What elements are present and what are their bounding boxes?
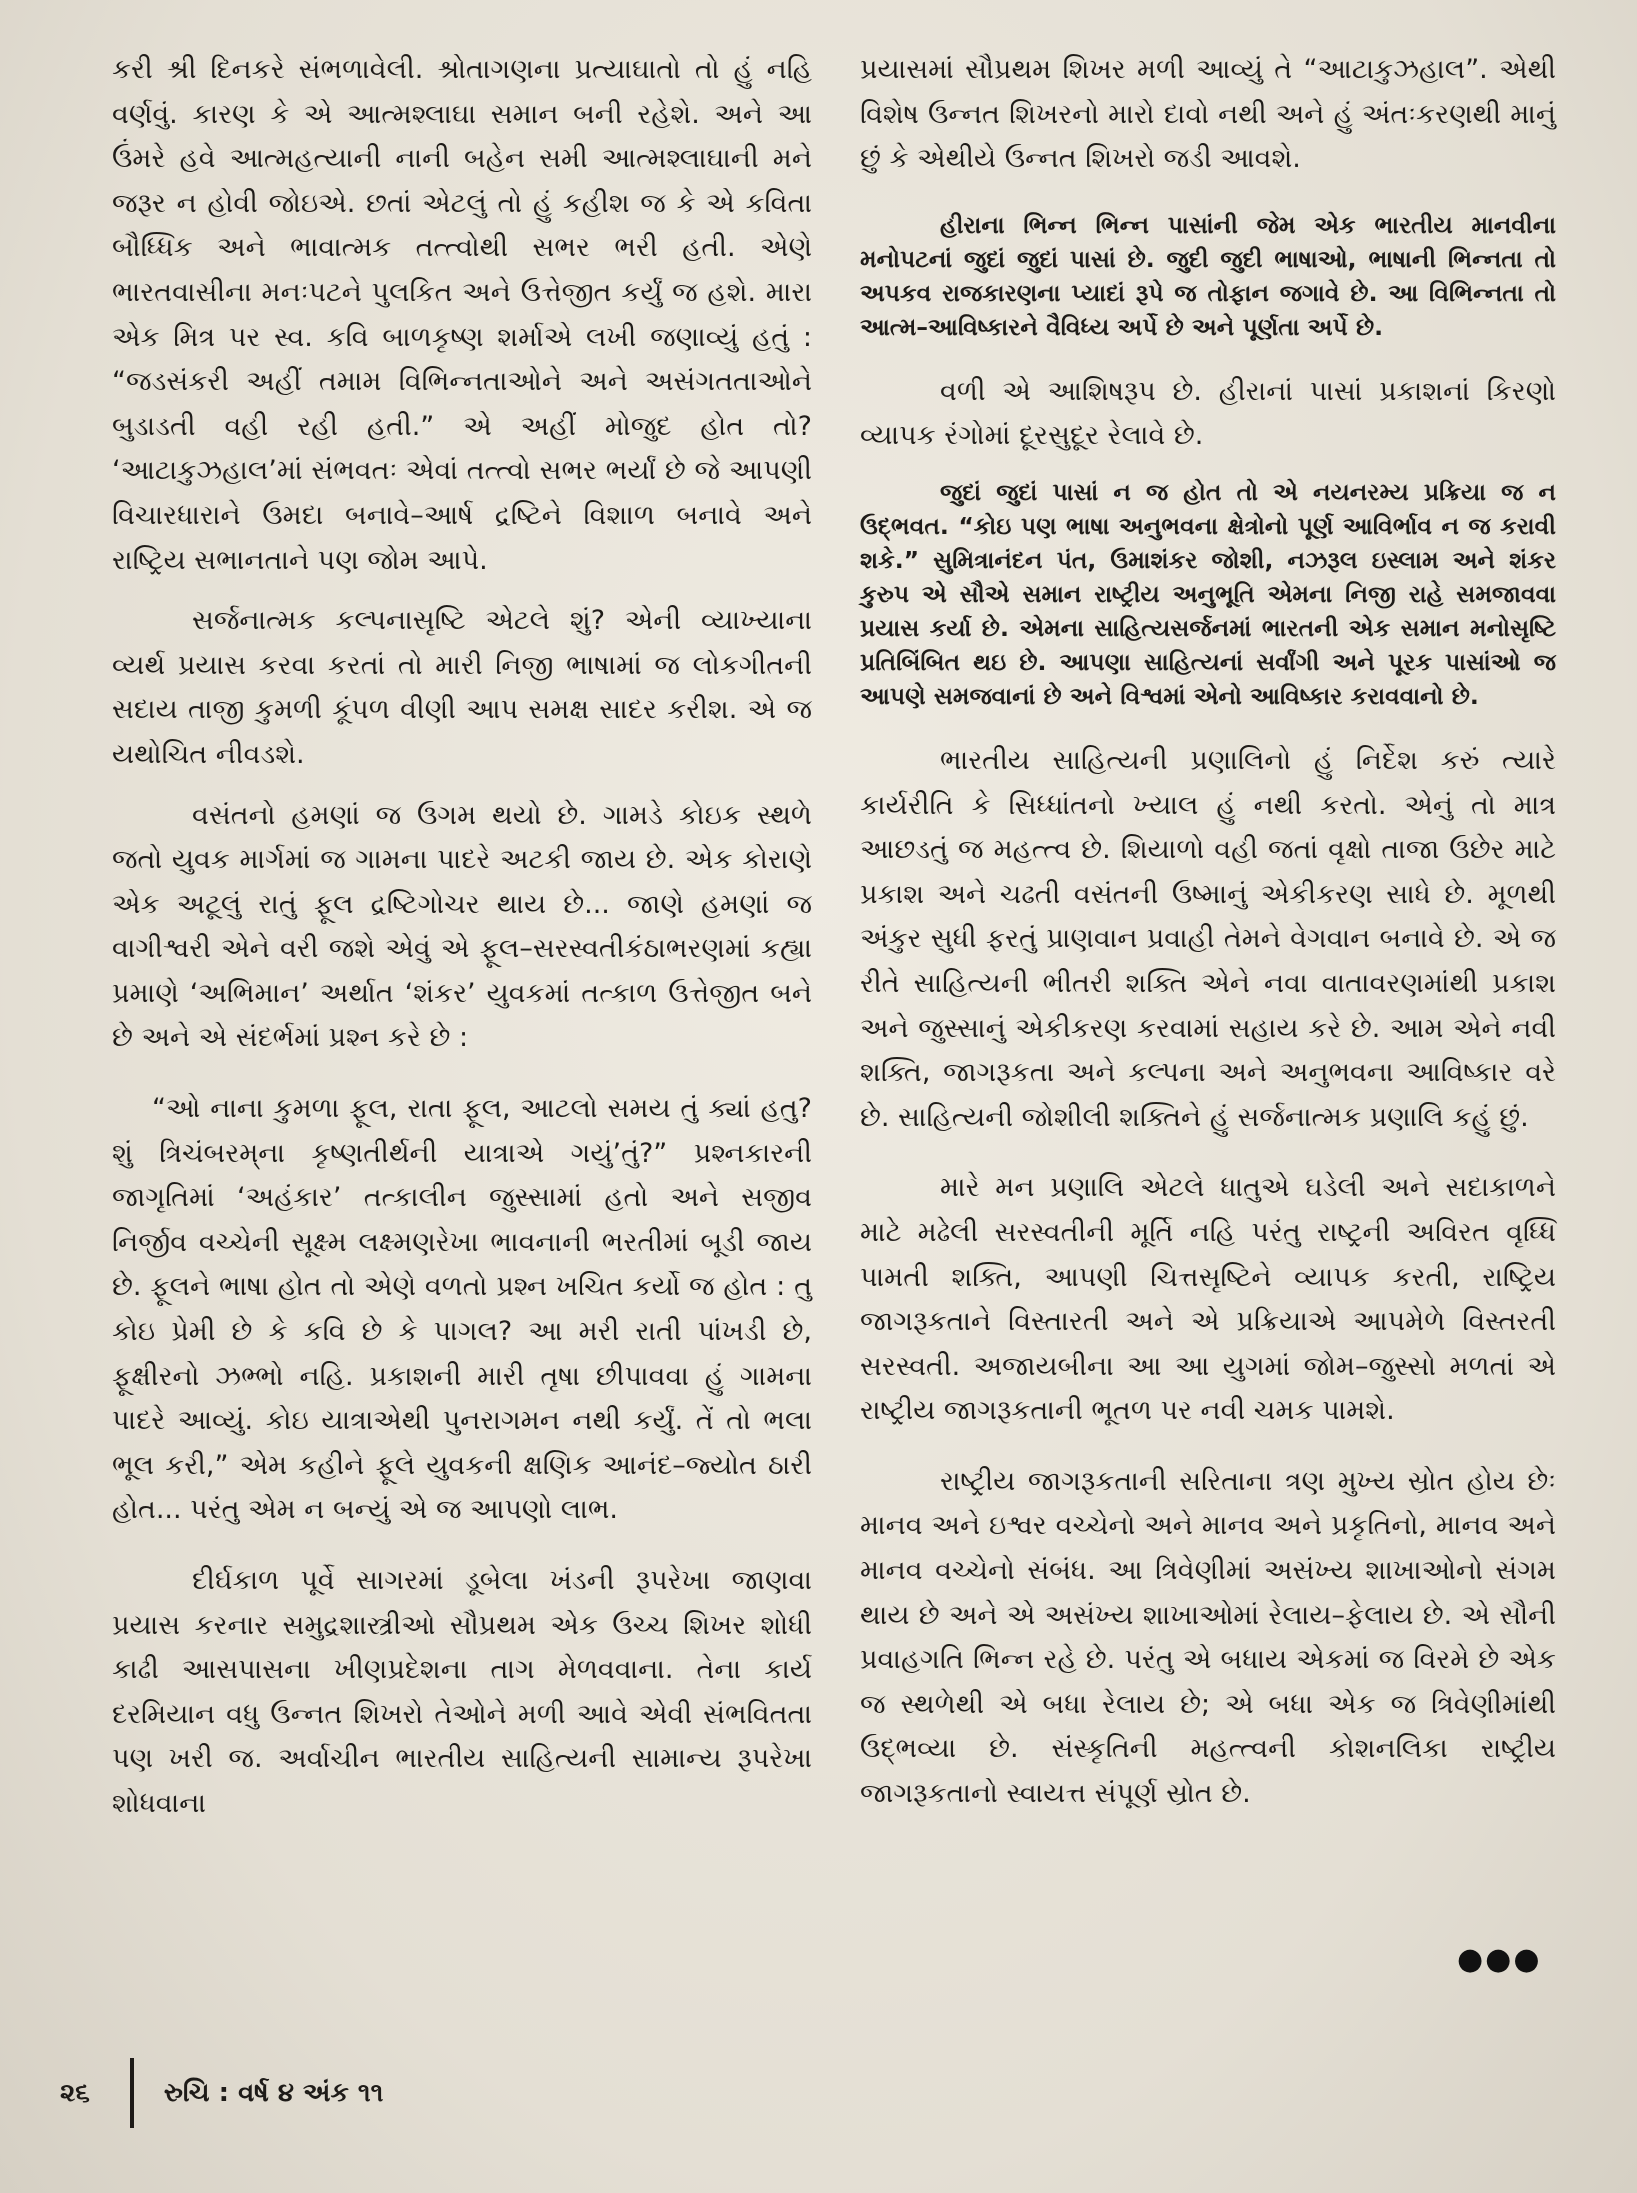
right-column bbox=[860, 48, 1556, 1817]
paragraph: વસંતનો હમણાં જ ઉગમ થયો છે. ગામડે કોઇક સ્થળે જતો યુવક માર્ગમાં જ ગામના પાદરે અટકી જાય છે. એક કોરાણે એક અટૂલું રાતું ફૂલ દ્રષ્ટિગોચર થાય છે... જાણે હમણાં જ વાગીશ્વરી એને વરી જશે એવું એ ફૂલ–સરસ્વતીકંઠાભરણમાં કહ્યા પ્રમાણે ‘અભિમાન’ અર્થાત ‘શંકર’ યુવકમાં તત્કાળ ઉત્તેજીત બને છે અને એ સંદર્ભમાં પ્રશ્ન કરે છે : bbox=[112, 799, 812, 1054]
paragraph: દીર્ઘકાળ પૂર્વે સાગરમાં ડૂબેલા ખંડની રૂપરેખા જાણવા પ્રયાસ કરનાર સમુદ્રશાસ્ત્રીઓ સૌપ્રથમ એક ઉચ્ચ શિખર શોધી કાઢી આસપાસના ખીણપ્રદેશના તાગ મેળવવાના. તેના કાર્ય દરમિયાન વધુ ઉન્નત શિખરો તેઓને મળી આવે એવી સંભવિતતા પણ ખરી જ. અર્વાચીન ભારતીય સાહિત્યની સામાન્ય રૂપરેખા શોધવાના bbox=[112, 1565, 812, 1819]
end-of-article-mark: ●●● bbox=[1457, 1942, 1542, 1977]
page-number: ૨૬ bbox=[60, 2077, 90, 2108]
paragraph: ભારતીય સાહિત્યની પ્રણાલિનો હું નિર્દેશ કરું ત્યારે કાર્યરીતિ કે સિધ્ધાંતનો ખ્યાલ હું નથી કરતો. એનું તો માત્ર આછડતું જ મહત્ત્વ છે. શિયાળો વહી જતાં વૃક્ષો તાજા ઉછેર માટે પ્રકાશ અને ચઢતી વસંતની ઉષ્માનું એકીકરણ સાધે છે. મૂળથી અંકુર સુધી ફરતું પ્રાણવાન પ્રવાહી તેમને વેગવાન બનાવે છે. એ જ રીતે સાહિત્યની ભીતરી શક્તિ એને નવા વાતાવરણમાંથી પ્રકાશ અને જુસ્સાનું એકીકરણ કરવામાં સહાય કરે છે. આમ એને નવી શક્તિ, જાગરૂકતા અને કલ્પના અને અનુભવના આવિષ્કાર વરે છે. સાહિત્યની જોશીલી શક્તિને હું સર્જનાત્મક પ્રણાલિ કહું છું. bbox=[860, 744, 1556, 1133]
quoted-paragraph: “ઓ નાના કુમળા ફૂલ, રાતા ફૂલ, આટલો સમય તું ક્યાં હતુ? શું ત્રિચંબરમ્‌ના કૃષ્ણતીર્થની યાત્રાએ ગયું’તું?” પ્રશ્નકારની જાગૃતિમાં ‘અહંકાર’ તત્કાલીન જુસ્સામાં હતો અને સજીવ નિર્જીવ વચ્ચેની સૂક્ષ્મ લક્ષ્મણરેખા ભાવનાની ભરતીમાં બૂડી જાય છે. ફૂલને ભાષા હોત તો એણે વળતો પ્રશ્ન ખચિત કર્યો જ હોત : તુ કોઇ પ્રેમી છે કે કવિ છે કે પાગલ? આ મરી રાતી પાંખડી છે, ફૂક્ષીરનો ઝભ્ભો નહિ. પ્રકાશની મારી તૃષા છીપાવવા હું ગામના પાદરે આવ્યું. કોઇ યાત્રાએથી પુનરાગમન નથી કર્યું. તેં તો ભલા ભૂલ કરી,” એમ કહીને ફૂલે યુવકની ક્ષણિક આનંદ–જ્યોત ઠારી હોત... પરંતુ એમ ન બન્યું એ જ આપણો લાભ. bbox=[112, 1093, 812, 1526]
footer-divider bbox=[130, 2058, 134, 2128]
paragraph: રાષ્ટ્રીય જાગરૂકતાની સરિતાના ત્રણ મુખ્ય સ્રોત હોય છેઃ માનવ અને ઇશ્વર વચ્ચેનો અને માનવ અને પ્રકૃતિનો, માનવ અને માનવ વચ્ચેનો સંબંધ. આ ત્રિવેણીમાં અસંખ્ય શાખાઓનો સંગમ થાય છે અને એ અસંખ્ય શાખાઓમાં રેલાય–ફેલાય છે. એ સૌની પ્રવાહગતિ ભિન્ન રહે છે. પરંતુ એ બધાય એકમાં જ વિરમે છે એક જ સ્થળેથી એ બધા રેલાય છે; એ બધા એક જ ત્રિવેણીમાંથી ઉદ્‌ભવ્યા છે. સંસ્કૃતિની મહત્ત્વની કોશનલિકા રાષ્ટ્રીય જાગરૂકતાનો સ્વાયત્ત સંપૂર્ણ સ્રોત છે. bbox=[860, 1465, 1556, 1810]
page-footer bbox=[60, 2058, 383, 2128]
paragraph: પ્રયાસમાં સૌપ્રથમ શિખર મળી આવ્યું તે “આટાકુઝહાલ”. એથી વિશેષ ઉન્નત શિખરનો મારો દાવો નથી અને હું અંતઃકરણથી માનું છું કે એથીયે ઉન્નત શિખરો જડી આવશે. bbox=[860, 54, 1556, 175]
paragraph: કરી શ્રી દિનકરે સંભળાવેલી. શ્રોતાગણના પ્રત્યાઘાતો તો હું નહિ વર્ણવું. કારણ કે એ આત્મશ્લાઘા સમાન બની રહેશે. અને આ ઉંમરે હવે આત્મહત્યાની નાની બહેન સમી આત્મશ્લાઘાની મને જરૂર ન હોવી જોઇએ. છતાં એટલું તો હું કહીશ જ કે એ કવિતા બૌધ્ધિક અને ભાવાત્મક તત્ત્વોથી સભર ભરી હતી. એણે ભારતવાસીના મનઃપટને પુલકિત અને ઉત્તેજીત કર્યું જ હશે. મારા એક મિત્ર પર સ્વ. કવિ બાળકૃષ્ણ શર્માએ લખી જણાવ્યું હતું : “જડસંકરી અહીં તમામ વિભિન્નતાઓને અને અસંગતતાઓને બુડાડતી વહી રહી હતી.” એ અહીં મોજુદ હોત તો? ‘આટાકુઝહાલ’માં સંભવતઃ એવાં તત્ત્વો સભર ભર્યાં છે જે આપણી વિચારધારાને ઉમદા બનાવે–આર્ષ દ્રષ્ટિને વિશાળ બનાવે અને રાષ્ટ્રિય સભાનતાને પણ જોમ આપે. bbox=[112, 54, 812, 576]
bold-paragraph: હીરાના ભિન્ન ભિન્ન પાસાંની જેમ એક ભારતીય માનવીના મનોપટનાં જુદાં જુદાં પાસાં છે. જુદી જુદી ભાષાઓ, ભાષાની ભિન્નતા તો અપકવ રાજકારણના પ્યાદાં રૂપે જ તોફાન જગાવે છે. આ વિભિન્નતા તો આત્મ–આવિષ્કારને વૈવિધ્ય અર્પે છે અને પૂર્ણતા અર્પે છે. bbox=[860, 210, 1556, 341]
bold-paragraph: જુદાં જુદાં પાસાં ન જ હોત તો એ નયનરમ્ય પ્રક્રિયા જ ન ઉદ્‌ભવત. “કોઇ પણ ભાષા અનુભવના ક્ષેત્રોનો પૂર્ણ આવિર્ભાવ ન જ કરાવી શકે.” સુમિત્રાનંદન પંત, ઉમાશંકર જોશી, નઝરૂલ ઇસ્લામ અને શંકર કુરુપ એ સૌએ સમાન રાષ્ટ્રીય અનુભૂતિ એમના નિજી રાહે સમજાવવા પ્રયાસ કર્યા છે. એમના સાહિત્યસર્જનમાં ભારતની એક સમાન મનોસૃષ્ટિ પ્રતિબિંબિત થઇ છે. આપણા સાહિત્યનાં સર્વાંગી અને પૂરક પાસાંઓ જ આપણે સમજવાનાં છે અને વિશ્વમાં એનો આવિષ્કાર કરાવવાનો છે. bbox=[860, 477, 1556, 710]
left-column bbox=[112, 48, 812, 1827]
journal-issue: રુચિ : વર્ષ ૪ અંક ૧૧ bbox=[163, 2077, 384, 2108]
paragraph: વળી એ આશિષરૂપ છે. હીરાનાં પાસાં પ્રકાશનાં કિરણો વ્યાપક રંગોમાં દૂરસુદૂર રેલાવે છે. bbox=[860, 375, 1556, 452]
paragraph: સર્જનાત્મક કલ્પનાસૃષ્ટિ એટલે શું? એની વ્યાખ્યાના વ્યર્થ પ્રયાસ કરવા કરતાં તો મારી નિજી ભાષામાં જ લોકગીતની સદાય તાજી કુમળી કૂંપળ વીણી આપ સમક્ષ સાદર કરીશ. એ જ યથોચિત નીવડશે. bbox=[112, 605, 812, 770]
paragraph: મારે મન પ્રણાલિ એટલે ધાતુએ ઘડેલી અને સદાકાળને માટે મઢેલી સરસ્વતીની મૂર્તિ નહિ પરંતુ રાષ્ટ્રની અવિરત વૃધ્ધિ પામતી શક્તિ, આપણી ચિત્તસૃષ્ટિને વ્યાપક કરતી, રાષ્ટ્રિય જાગરૂકતાને વિસ્તારતી અને એ પ્રક્રિયાએ આપમેળે વિસ્તરતી સરસ્વતી. અજાયબીના આ આ યુગમાં જોમ–જુસ્સો મળતાં એ રાષ્ટ્રીય જાગરૂકતાની ભૂતળ પર નવી ચમક પામશે. bbox=[860, 1172, 1556, 1427]
